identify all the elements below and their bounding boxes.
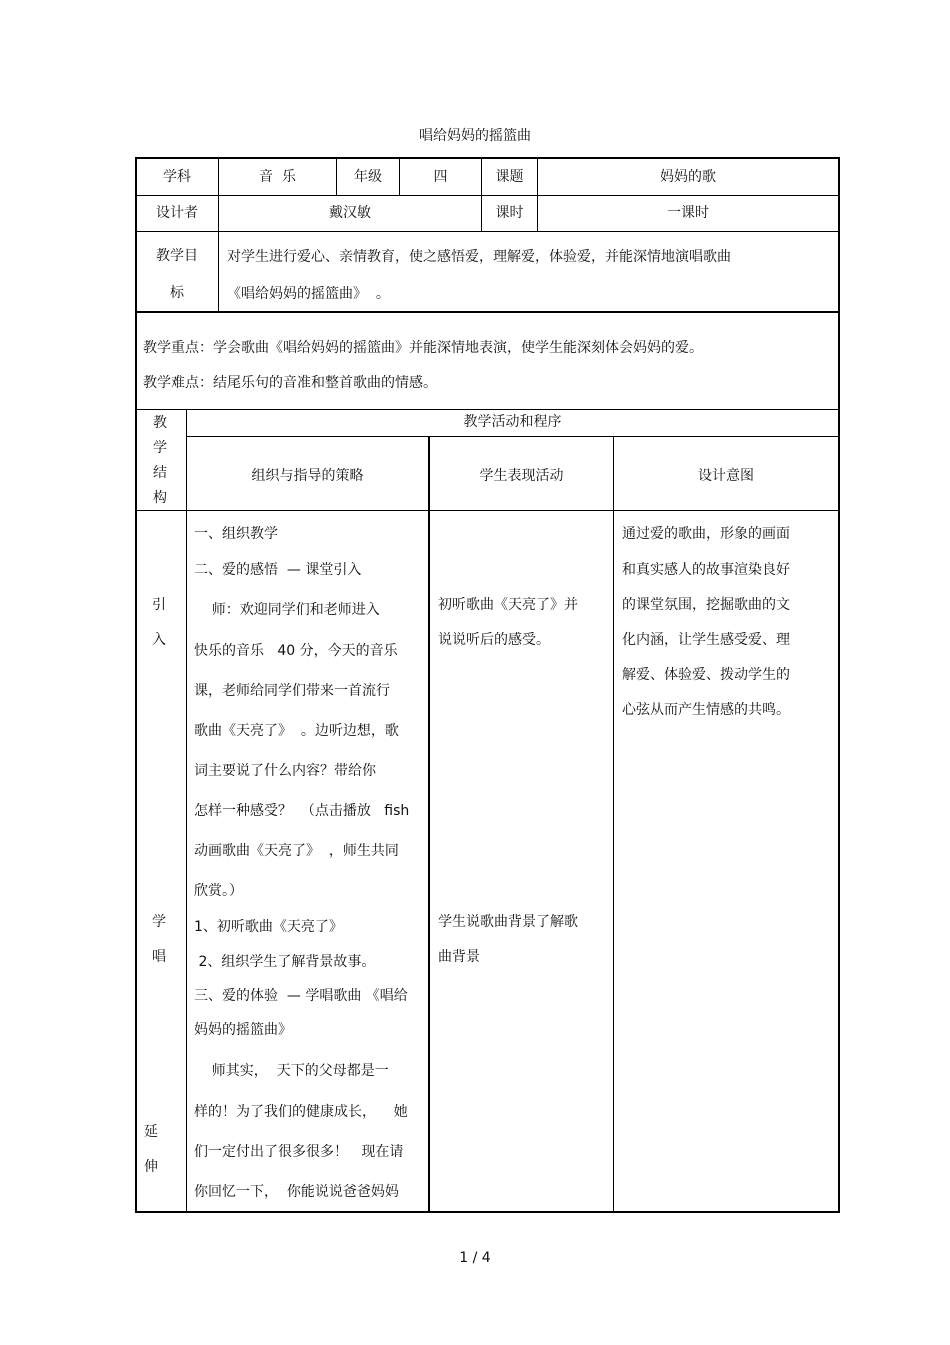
strategy-line: 一、组织教学 [194, 526, 278, 542]
strategy-line: 欣赏。） [194, 883, 243, 899]
column-header-strategy: 组织与指导的策略 [251, 468, 364, 484]
strategy-line: 快乐的音乐 40 分，今天的音乐 [194, 643, 398, 659]
strategy-line: 们一定付出了很多很多！ 现在请 [194, 1144, 404, 1160]
student-line: 说说听后的感受。 [438, 632, 550, 648]
teaching-difficulty: 教学难点：结尾乐句的音准和整首歌曲的情感。 [143, 375, 437, 391]
stage-learn-char: 学 [152, 914, 166, 930]
period-label: 课时 [495, 205, 524, 221]
structure-label-char: 学 [153, 440, 167, 456]
structure-label-char: 结 [153, 465, 167, 481]
row-divider [135, 510, 840, 511]
intent-line: 和真实感人的故事渲染良好 [622, 562, 790, 578]
strategy-line: 课，老师给同学们带来一首流行 [194, 683, 390, 699]
strategy-line: 你回忆一下， 你能说说爸爸妈妈 [194, 1184, 399, 1200]
strategy-line: 1、初听歌曲《天亮了》 [194, 919, 343, 935]
page-indicator: 1 / 4 [459, 1250, 491, 1266]
document-title: 唱给妈妈的摇篮曲 [419, 128, 531, 144]
intent-line: 的课堂氛围，挖掘歌曲的文 [622, 597, 790, 613]
goal-text-line1: 对学生进行爱心、亲情教育，使之感悟爱，理解爱，体验爱，并能深情地演唱歌曲 [227, 249, 731, 265]
activities-header: 教学活动和程序 [463, 414, 562, 430]
goal-label-line2: 标 [170, 285, 184, 301]
table-border-right [838, 157, 840, 1213]
stage-extend-char: 伸 [144, 1159, 158, 1175]
intent-line: 通过爱的歌曲，形象的画面 [622, 526, 790, 542]
strategy-line: 三、爱的体验 — 学唱歌曲 《唱给 [194, 988, 408, 1004]
student-line: 初听歌曲《天亮了》并 [438, 597, 578, 613]
grade-value: 四 [433, 169, 448, 185]
topic-label: 课题 [495, 169, 524, 185]
strategy-line: 歌曲《天亮了》 。边听边想，歌 [194, 723, 399, 739]
table-border-bottom [135, 1211, 840, 1213]
row-divider [135, 409, 840, 410]
stage-intro-char: 入 [152, 632, 166, 648]
stage-learn-char: 唱 [152, 949, 166, 965]
designer-label: 设计者 [156, 205, 198, 221]
intent-line: 化内涵，让学生感受爱、理 [622, 632, 790, 648]
subject-label: 学科 [163, 169, 191, 185]
strategy-line: 样的！为了我们的健康成长， 她 [194, 1104, 408, 1120]
goal-text-line2: 《唱给妈妈的摇篮曲》 。 [227, 286, 390, 302]
structure-label-char: 构 [153, 490, 167, 506]
strategy-line: 二、爱的感悟 — 课堂引入 [194, 562, 362, 578]
student-line: 曲背景 [438, 949, 480, 965]
structure-label-char: 教 [153, 415, 167, 431]
row-divider [186, 436, 840, 437]
strategy-line: 动画歌曲《天亮了》 ，师生共同 [194, 843, 399, 859]
strategy-line: 怎样一种感受？ （点击播放 fish [194, 803, 410, 819]
intent-line: 解爱、体验爱、拨动学生的 [622, 667, 790, 683]
table-border-left [135, 157, 137, 1213]
intent-line: 心弦从而产生情感的共鸣。 [622, 702, 790, 718]
column-header-intent: 设计意图 [698, 468, 754, 484]
row-divider [135, 195, 840, 196]
stage-intro-char: 引 [152, 597, 166, 613]
grade-label: 年级 [354, 169, 382, 185]
strategy-line: 2、组织学生了解背景故事。 [194, 954, 376, 970]
row-divider [135, 231, 840, 232]
strategy-line: 师：欢迎同学们和老师进入 [194, 602, 380, 618]
col-divider [186, 409, 187, 1211]
student-line: 学生说歌曲背景了解歌 [438, 914, 578, 930]
strategy-line: 词主要说了什么内容？带给你 [194, 763, 376, 779]
topic-value: 妈妈的歌 [660, 169, 716, 185]
strategy-line: 师其实， 天下的父母都是一 [194, 1063, 389, 1079]
strategy-line: 妈妈的摇篮曲》 [194, 1022, 292, 1038]
column-header-student: 学生表现活动 [479, 468, 564, 484]
goal-label-line1: 教学目 [156, 248, 198, 264]
subject-value: 音 乐 [259, 169, 296, 185]
period-value: 一课时 [667, 205, 709, 221]
col-divider [613, 436, 614, 1211]
col-divider [428, 436, 430, 1211]
row-divider [135, 311, 840, 313]
teaching-focus: 教学重点：学会歌曲《唱给妈妈的摇篮曲》并能深情地表演，使学生能深刻体会妈妈的爱。 [143, 340, 703, 356]
designer-value: 戴汉敏 [329, 205, 371, 221]
stage-extend-char: 延 [144, 1124, 158, 1140]
table-border-top [135, 157, 840, 159]
